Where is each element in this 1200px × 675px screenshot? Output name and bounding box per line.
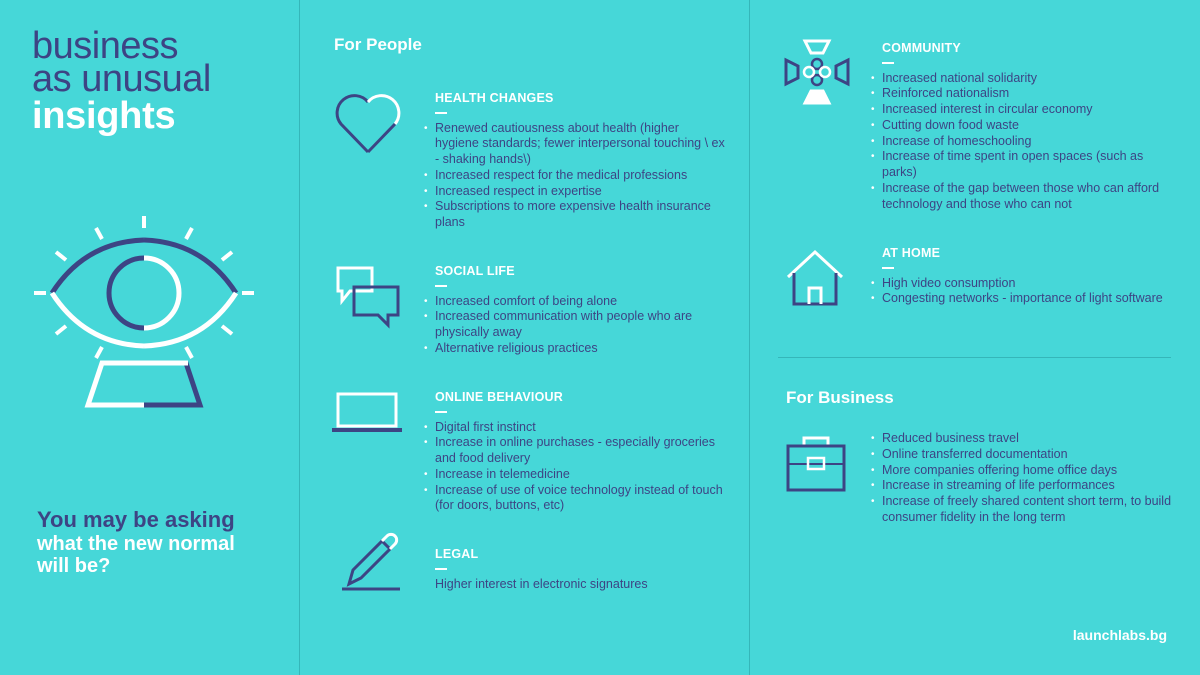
at-home-list xyxy=(871,275,1172,308)
for-business-list xyxy=(871,431,1172,526)
toolbox-icon xyxy=(786,432,846,492)
heading-dash xyxy=(882,62,894,64)
brand-line-3: insights xyxy=(32,95,176,137)
community-heading: COMMUNITY xyxy=(882,41,961,55)
list-item: • Subscriptions to more expensive health insurance plans xyxy=(424,199,711,230)
laptop-icon xyxy=(331,392,403,434)
community-block xyxy=(871,41,1172,213)
list-item: • Increase in online purchases - especially groceries and food delivery xyxy=(424,435,716,466)
brand-title xyxy=(32,25,211,137)
social-life-heading: SOCIAL LIFE xyxy=(435,264,515,278)
list-item: • Increase in telemedicine xyxy=(424,466,570,481)
column-divider-right xyxy=(749,0,750,675)
asking-line-1: You may be asking xyxy=(37,507,235,532)
at-home-heading: AT HOME xyxy=(882,246,941,260)
list-item: • Digital first instinct xyxy=(424,419,536,434)
list-item: • Increased communication with people who are physically away xyxy=(424,309,693,340)
online-behaviour-block xyxy=(424,390,725,514)
chat-bubbles-icon xyxy=(332,265,402,331)
health-changes-block xyxy=(424,91,725,231)
health-changes-list xyxy=(424,120,725,232)
community-icon xyxy=(783,38,851,106)
eye-icon xyxy=(30,212,260,412)
list-item: • High video consumption xyxy=(871,275,1016,290)
house-icon xyxy=(785,247,845,307)
heading-dash xyxy=(435,285,447,287)
brand-line-1: business xyxy=(32,25,178,67)
legal-heading: LEGAL xyxy=(435,547,479,561)
list-item: • Increased national solidarity xyxy=(871,70,1037,85)
list-item: • Reinforced nationalism xyxy=(871,86,1010,101)
at-home-block xyxy=(871,246,1172,307)
list-item: • Increase of freely shared content short term, to build consumer fidelity in the long term xyxy=(871,494,1172,524)
for-business-title: For Business xyxy=(786,388,894,407)
list-item: • Reduced business travel xyxy=(871,431,1019,445)
list-item: • Increase of use of voice technology instead of touch (for doors, buttons, etc) xyxy=(424,482,723,513)
footer-link[interactable]: launchlabs.bg xyxy=(1072,627,1167,643)
for-business-block xyxy=(871,431,1172,526)
list-item: • Congesting networks - importance of light software xyxy=(871,291,1163,306)
pen-icon xyxy=(340,532,404,592)
list-item: • Increased interest in circular economy xyxy=(871,102,1093,117)
list-item: • More companies offering home office days xyxy=(871,462,1118,477)
online-behaviour-list xyxy=(424,419,725,515)
list-item: • Increase of time spent in open spaces (such as parks) xyxy=(871,149,1144,180)
legal-block xyxy=(435,547,725,592)
column-divider-left xyxy=(299,0,300,675)
asking-line-2: what the new normal will be? xyxy=(37,533,235,577)
list-item: • Increase of the gap between those who can afford technology and those who can not xyxy=(871,181,1160,211)
list-item: • Increased respect in expertise xyxy=(424,183,602,198)
business-divider xyxy=(778,357,1171,358)
list-item: • Increase of homeschooling xyxy=(871,133,1032,148)
list-item: • Increased respect for the medical professions xyxy=(424,167,688,182)
community-list xyxy=(871,70,1172,213)
list-item: • Increased comfort of being alone xyxy=(424,293,618,308)
heading-dash xyxy=(435,411,447,413)
heading-dash xyxy=(435,112,447,114)
list-item: • Online transferred documentation xyxy=(871,446,1068,461)
social-life-list xyxy=(424,293,725,357)
health-changes-heading: HEALTH CHANGES xyxy=(435,91,554,105)
brand-line-2: as unusual xyxy=(32,58,211,100)
list-item: • Alternative religious practices xyxy=(424,340,598,355)
heart-icon xyxy=(333,90,403,156)
legal-text: Higher interest in electronic signatures xyxy=(435,576,648,591)
asking-text xyxy=(37,507,237,577)
social-life-block xyxy=(424,264,725,357)
list-item: • Cutting down food waste xyxy=(871,117,1019,132)
heading-dash xyxy=(882,267,894,269)
online-behaviour-heading: ONLINE BEHAVIOUR xyxy=(435,390,563,404)
for-people-title: For People xyxy=(334,35,422,54)
list-item: • Increase in streaming of life performances xyxy=(871,478,1115,493)
heading-dash xyxy=(435,568,447,570)
list-item: • Renewed cautiousness about health (higher hygiene standards; fewer interpersonal touching \ ex - shaking hands\) xyxy=(424,120,725,167)
